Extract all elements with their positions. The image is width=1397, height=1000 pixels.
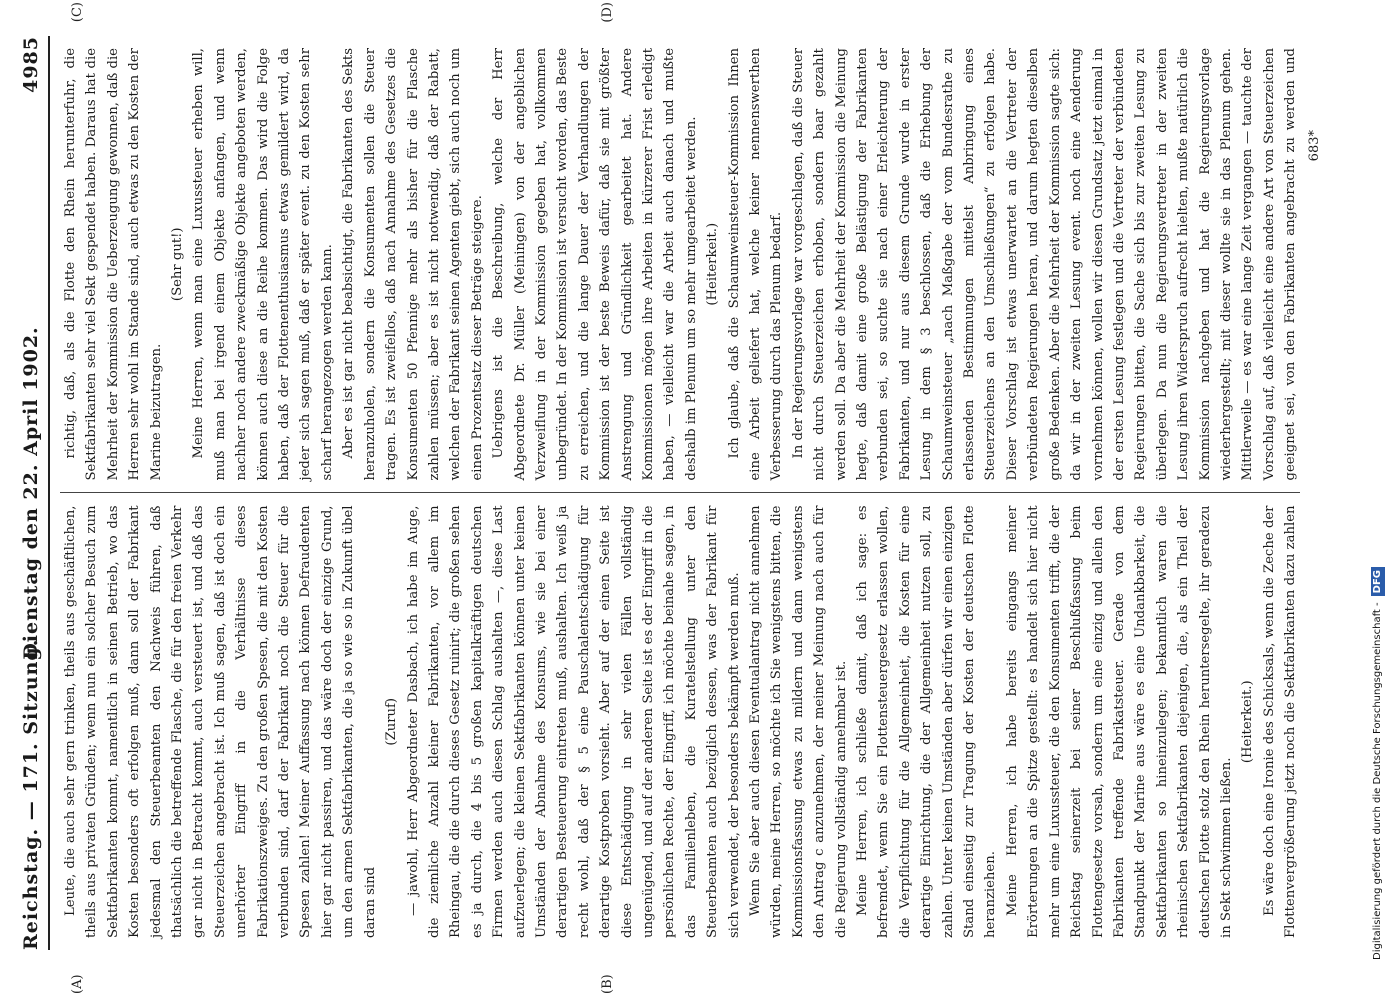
running-header <box>14 36 50 950</box>
interjection: (Sehr gut!) <box>170 227 186 302</box>
interjection: (Heiterkeit.) <box>705 222 721 306</box>
paragraph: Ich glaube, daß die Schaumweinsteuer-Kommission Ihnen eine Arbeit geliefert hat, welche keiner nennenswerthen Verbesserung durch das Plenum bedarf. <box>726 48 785 481</box>
paragraph: Leute, die auch sehr gern trinken, theils aus geschäftlichen, theils aus privaten Gründen; wenn nun ein solcher Besuch zum Sektfabrikanten kommt, namentlich in seinen Betrieb, wo das Kosten besonders oft erfolgen muß, dann soll der Fabrikant jedesmal den Steuerbeamten den Nachweis führen, daß thatsächlich die betreffende Flasche, die für den freien Verkehr gar nicht in Betracht kommt, auch versteuert ist, und daß das Steuerzeichen angebracht ist. Ich muß sagen, daß ist doch ein unerhörter Eingriff in die Verhältnisse dieses Fabrikationszweiges. Zu den großen Spesen, die mit den Kosten verbunden sind, darf der Fabrikant noch die Steuer für die Spesen zahlen! Meiner Auffassung nach können Defraudenten hier gar nicht passiren, und das wäre doch der einzige Grund, um den armen Sektfabrikanten, die ja so wie so in Zukunft übel daran sind <box>63 505 378 938</box>
column-right <box>60 36 1300 494</box>
interjection: (Heiterkeit.) <box>1240 680 1256 764</box>
text-columns <box>60 36 1300 950</box>
paragraph: Uebrigens ist die Beschreibung, welche der Herr Abgeordnete Dr. Müller (Meiningen) von der angeblichen Verzweiflung in der Kommission gegeben hat, vollkommen unbegründet. In der Kommission ist versucht worden, das Beste zu erreichen, und die lange Dauer der Verhandlungen der Kommission ist der beste Beweis dafür, daß sie mit größter Anstrengung und Gründlichkeit gearbeitet hat. Andere Kommissionen mögen ihre Arbeiten in kürzerer Frist erledigt haben, — vielleicht war die Arbeit auch danach und mußte deshalb im Plenum um so mehr umgearbeitet werden. <box>491 48 699 481</box>
header-left: Reichstag. — 171. Sitzung. <box>20 638 42 950</box>
digitization-text: Digitalisierung gefördert durch die Deutsche Forschungsgemeinschaft - <box>1372 602 1383 960</box>
page-number: 4985 <box>20 36 42 93</box>
digitization-note <box>1365 0 1391 1000</box>
margin-marker-a: (A) <box>70 974 85 994</box>
column-left <box>60 494 1300 951</box>
paragraph: Es wäre doch eine Ironie des Schicksals, wenn die Zeche der Flottenvergrößerung jetzt noch die Sektfabrikanten dazu zahlen <box>1261 505 1299 938</box>
margin-marker-c: (C) <box>70 2 85 23</box>
paragraph: Meine Herren, wenn man eine Luxussteuer erheben will, muß man bei irgend einem Objekte anfangen, und wenn nachher noch andere zweckmäßige Objekte angeboten werden, können auch diese an die Reihe kommen. Das wird die Folge haben, daß der Flottenenthusiasmus etwas gemildert wird, da jeder sich sagen muß, daß er später event. zu den Kosten sehr scharf herangezogen werden kann. <box>191 48 335 481</box>
dfg-logo: DFG <box>1371 567 1385 596</box>
paragraph: — jawohl, Herr Abgeordneter Dasbach, ich habe im Auge, die ziemliche Anzahl kleiner Fabrikanten, vor allem im Rheingau, die die durch dieses Gesetz ruinirt; die großen sehen es ja durch, die 4 bis 5 großen kapitalkräftigen deutschen Firmen werden auch diesen Schlag aushalten —, diese Last aufzuerlegen; die kleinen Sektfabrikanten können unter keinen Umständen der Abnahme des Konsums, wie sie bei einer derartigen Besteuerung eintreten muß, aushalten. Ich weiß ja recht wohl, daß der § 5 eine Pauschalentschädigung für derartige Kostproben vorsieht. Aber auf der einen Seite ist diese Entschädigung in sehr vielen Fällen vollständig ungenügend, und auf der anderen Seite ist es der Eingriff in die persönlichen Rechte, der Eingriff, ich möchte beinahe sagen, in das Familienleben, die Kuratelstellung unter den Steuerbeamten auch bezüglich dessen, was der Fabrikant für sich verwendet, der besonders bekämpft werden muß. <box>405 505 742 938</box>
margin-marker-d: (D) <box>600 2 615 23</box>
paragraph: In der Regierungsvorlage war vorgeschlagen, daß die Steuer nicht durch Steuerzeichen erhoben, sondern baar gezahlt werden soll. Da aber die Mehrheit der Kommission die Meinung hegte, daß damit eine große Belästigung der Fabrikanten verbunden sei, so suchte sie nach einer Erleichterung der Fabrikanten, und nur aus diesem Grunde wurde in erster Lesung in dem § 3 beschlossen, daß die Erhebung der Schaumweinsteuer „nach Maßgabe der vom Bundesrathe zu erlassenden Bestimmungen mittelst Anbringung eines Steuerzeichens an den Umschließungen“ zu erfolgen habe. Dieser Vorschlag ist etwas unerwartet an die Vertreter der verbündeten Regierungen heran, und darum hegten dieselben große Bedenken. Aber die Mehrheit der Kommission sagte sich: da wir in der zweiten Lesung event. noch eine Aenderung vornehmen können, wollen wir diesen Grundsatz jetzt einmal in der ersten Lesung festlegen und die Vertreter der verbündeten Regierungen bitten, die Sache sich bis zur zweiten Lesung zu überlegen. Da nun die Regierungsvertreter in der zweiten Lesung ihren Widerspruch aufrecht hielten, mußte natürlich die Kommission nachgeben und hat die Regierungsvorlage wiederhergestellt; mit dieser wollte sie in das Plenum gehen. Mittlerweile — es war eine lange Zeit vergangen — tauchte der Vorschlag auf, daß vielleicht eine andere Art von Steuerzeichen geeignet sei, von den Fabrikanten angebracht zu werden und <box>790 48 1299 481</box>
paragraph: Wenn Sie aber auch diesen Eventualantrag nicht annehmen würden, meine Herren, so möchte ich Sie wenigstens bitten, die Kommissionsfassung etwas zu mildern und dann wenigstens den Antrag c anzunehmen, der meiner Meinung nach auch für die Regierung vollständig annehmbar ist. <box>748 505 849 938</box>
paragraph: Meine Herren, ich schließe damit, daß ich sage: es befremdet, wenn Sie ein Flottensteuergesetz erlassen wollen, die Verpflichtung für die Allgemeinheit, die Kosten für eine derartige Einrichtung, die der Allgemeinheit nutzen soll, zu zahlen. Unter keinen Umständen aber dürfen wir einen einzigen Stand einseitig zur Tragung der Kosten der deutschen Flotte heranziehen. <box>855 505 999 938</box>
signature-mark: 683* <box>1307 130 1322 162</box>
header-date: Dienstag den 22. April 1902. <box>20 326 42 660</box>
margin-marker-b: (B) <box>600 974 615 994</box>
paragraph: Meine Herren, ich habe bereits eingangs meiner Erörterungen an die Spitze gestellt: es handelt sich hier nicht mehr um eine Luxussteuer, die den Konsumenten trifft, die der Reichstag seinerzeit bei seiner Beschlußfassung beim Flottengesetze vorsah, sondern um eine einzig und allein den Fabrikanten treffende Fabrikatsteuer. Gerade von dem Standpunkt der Marine aus wäre es eine Undankbarkeit, die Sektfabrikanten so hineinzulegen; bekanntlich waren die rheinischen Sektfabrikanten diejenigen, die, als ein Theil der deutschen Flotte stolz den Rhein heruntersegelte, ihr geradezu in Sekt schwimmen ließen. <box>1004 505 1234 938</box>
interjection: (Zuruf) <box>384 697 400 746</box>
paragraph: richtig, daß, als die Flotte den Rhein herunterfuhr, die Sektfabrikanten sehr viel Sekt gespendet haben. Daraus hat die Mehrheit der Kommission die Ueberzeugung gewonnen, daß die Herren sehr wohl im Stande sind, auch etwas zu den Kosten der Marine beizutragen. <box>63 48 164 481</box>
paragraph: Aber es ist gar nicht beabsichtigt, die Fabrikanten des Sekts heranzuholen, sondern die Konsumenten sollen die Steuer tragen. Es ist zweifellos, daß nach Annahme des Gesetzes die Konsumenten 50 Pfennige mehr als bisher für die Flasche zahlen müssen; aber es ist nicht notwendig, daß der Rabatt, welchen der Fabrikant seinen Agenten giebt, sich auch noch um einen Prozentsatz dieser Beträge steigere. <box>341 48 485 481</box>
